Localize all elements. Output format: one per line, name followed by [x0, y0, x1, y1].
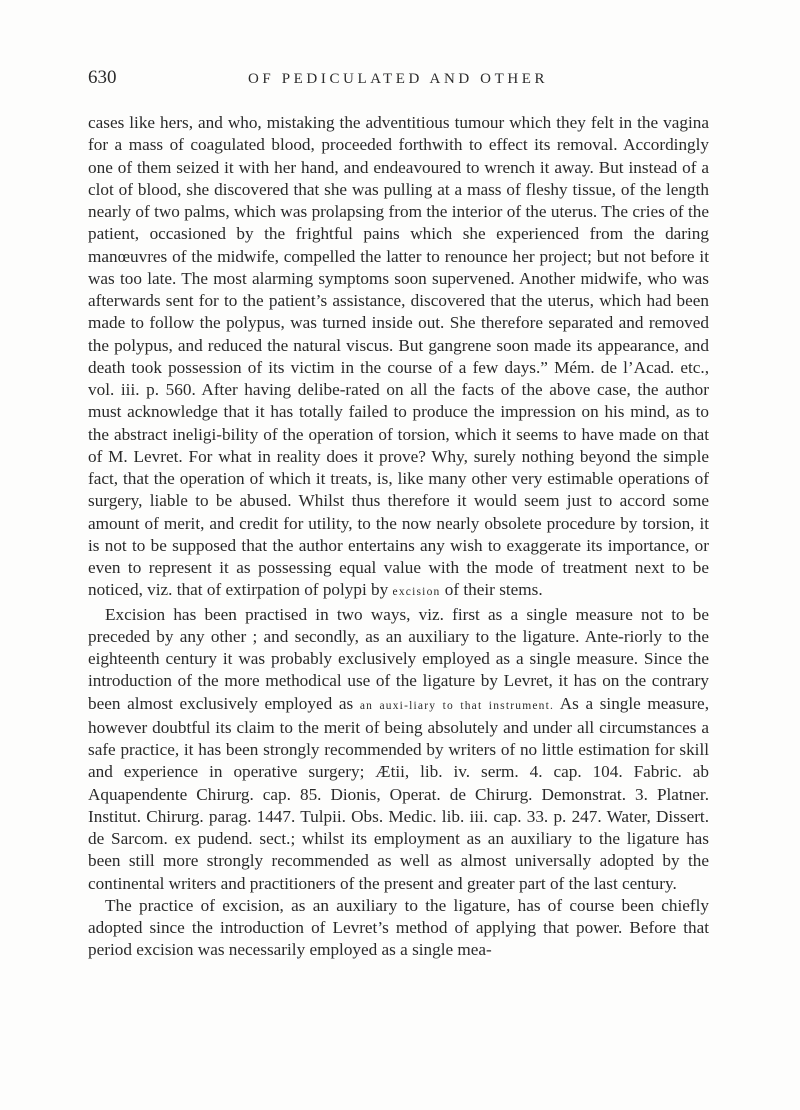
paragraph-2-text-end: As a single measure, however doubtful its claim to the merit of being absolutely and under all circumstances a safe practice, it has been strongly recommended by writers of no little estimation for skill and experience in operative surgery; Ætii, lib. iv. serm. 4. cap. 104. Fabric. ab Aquapendente Chirurg. cap. 85. Dionis, Operat. de Chirurg. Demonstrat. 3. Platner. Institut. Chirurg. parag. 1447. Tulpii. Obs. Medic. lib. iii. cap. 33. p. 247. Water, Dissert. de Sarcom. ex pudend. sect.; whilst its employment as an auxiliary to the ligature has been still more strongly recommended as well as almost universally adopted by the continental writers and practitioners of the present and greater part of the last century. — [88, 693, 709, 893]
paragraph-3-text: The practice of excision, as an auxiliary to the ligature, has of course been chiefly adopted since the introduction of Levret’s method of applying that power. Before that period excision was necessarily employed as a single mea- — [88, 895, 709, 960]
paragraph-1 — [88, 112, 709, 604]
paragraph-1-smallcaps: excision — [392, 586, 441, 599]
running-head — [88, 66, 708, 90]
page-number: 630 — [88, 67, 117, 88]
chapter-running-title: OF PEDICULATED AND OTHER — [248, 71, 549, 87]
paragraph-1-text: cases like hers, and who, mistaking the adventitious tumour which they felt in the vagina for a mass of coagulated blood, proceeded forthwith to effect its removal. Accordingly one of them seized it with her hand, and endeavoured to wrench it away. But instead of a clot of blood, she discovered that she was pulling at a mass of fleshy tissue, of the length nearly of two palms, which was prolapsing from the interior of the uterus. The cries of the patient, occasioned by the frightful pains which she experienced from the daring manœuvres of the midwife, compelled the latter to renounce her project; but not before it was too late. The most alarming symptoms soon supervened. Another midwife, who was afterwards sent for to the patient’s assistance, discovered that the uterus, which had been made to follow the polypus, was turned inside out. She therefore separated and removed the polypus, and reduced the natural viscus. But gangrene soon made its appearance, and death took possession of its victim in the course of a few days.” Mém. de l’Acad. etc., vol. iii. p. 560. After having delibe-rated on all the facts of the above case, the author must acknowledge that it has totally failed to produce the impression on his mind, as to the abstract ineligi-bility of the operation of torsion, which it seems to have made on that of M. Levret. For what in reality does it prove? Why, surely nothing beyond the simple fact, that the operation of which it treats, is, like many other very estimable operations of surgery, liable to be abused. Whilst thus therefore it would seem just to accord some amount of merit, and credit for utility, to the now nearly obsolete procedure by torsion, it is not to be supposed that the author entertains any wish to exaggerate its importance, or even to represent it as possessing equal value with the mode of treatment next to be noticed, viz. that of extirpation of polypi by — [88, 113, 709, 600]
paragraph-2-text: Excision has been practised in two ways, viz. first as a single measure not to be preceded by any other ; and secondly, as an auxiliary to the ligature. Ante-riorly to the eighteenth century it was probably exclusively employed as a single measure. Since the introduction of the more methodical use of the ligature by Levret, it has on the contrary been almost exclusively employed as — [88, 604, 709, 713]
paragraph-3 — [88, 895, 709, 962]
paragraph-1-text-end: of their stems. — [444, 580, 543, 600]
paragraph-2 — [88, 604, 709, 895]
body-text — [88, 112, 709, 962]
paragraph-2-smallcaps: an auxi-liary to that instrument. — [359, 699, 555, 712]
